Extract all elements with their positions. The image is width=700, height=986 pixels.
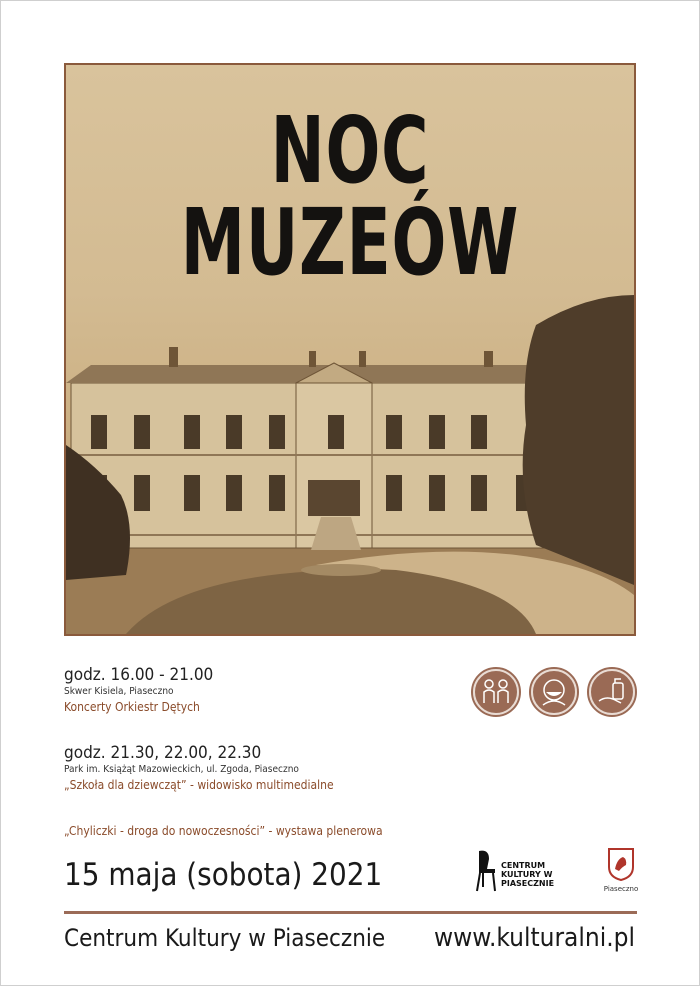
website-link[interactable]: www.kulturalni.pl — [433, 923, 635, 953]
safety-icons — [473, 669, 637, 717]
piaseczno-logo-text: Piaseczno — [603, 885, 639, 893]
event-description: Koncerty Orkiestr Dętych — [64, 700, 200, 714]
manor-house-photo — [64, 63, 636, 636]
divider — [64, 911, 637, 914]
chair-icon — [471, 847, 499, 893]
hand-sanitizer-icon — [589, 669, 635, 715]
event-block-2 — [64, 743, 334, 793]
social-distance-icon — [473, 669, 519, 715]
piaseczno-logo — [601, 847, 641, 897]
event-place: Park im. Książąt Mazowieckich, ul. Zgoda, Piaseczno — [64, 764, 299, 775]
exhibition-block — [64, 823, 383, 839]
event-date: 15 maja (sobota) 2021 — [64, 857, 383, 893]
event-description: „Szkoła dla dziewcząt” - widowisko multimedialne — [64, 778, 334, 792]
event-time: godz. 21.30, 22.00, 22.30 — [64, 743, 262, 763]
event-place: Skwer Kisiela, Piaseczno — [64, 686, 174, 697]
event-time: godz. 16.00 - 21.00 — [64, 665, 214, 685]
coat-of-arms-icon — [607, 847, 635, 881]
event-block-1 — [64, 665, 213, 715]
exhibition-description: „Chyliczki - droga do nowoczesności” - wystawa plenerowa — [64, 824, 383, 838]
centrum-kultury-logo — [471, 847, 581, 897]
face-mask-icon — [531, 669, 577, 715]
organizer-name: Centrum Kultury w Piasecznie — [64, 924, 386, 952]
centrum-kultury-logo-text: CENTRUM KULTURY W PIASECZNIE — [501, 861, 555, 888]
page-title: NOC MUZEÓW — [180, 97, 520, 296]
